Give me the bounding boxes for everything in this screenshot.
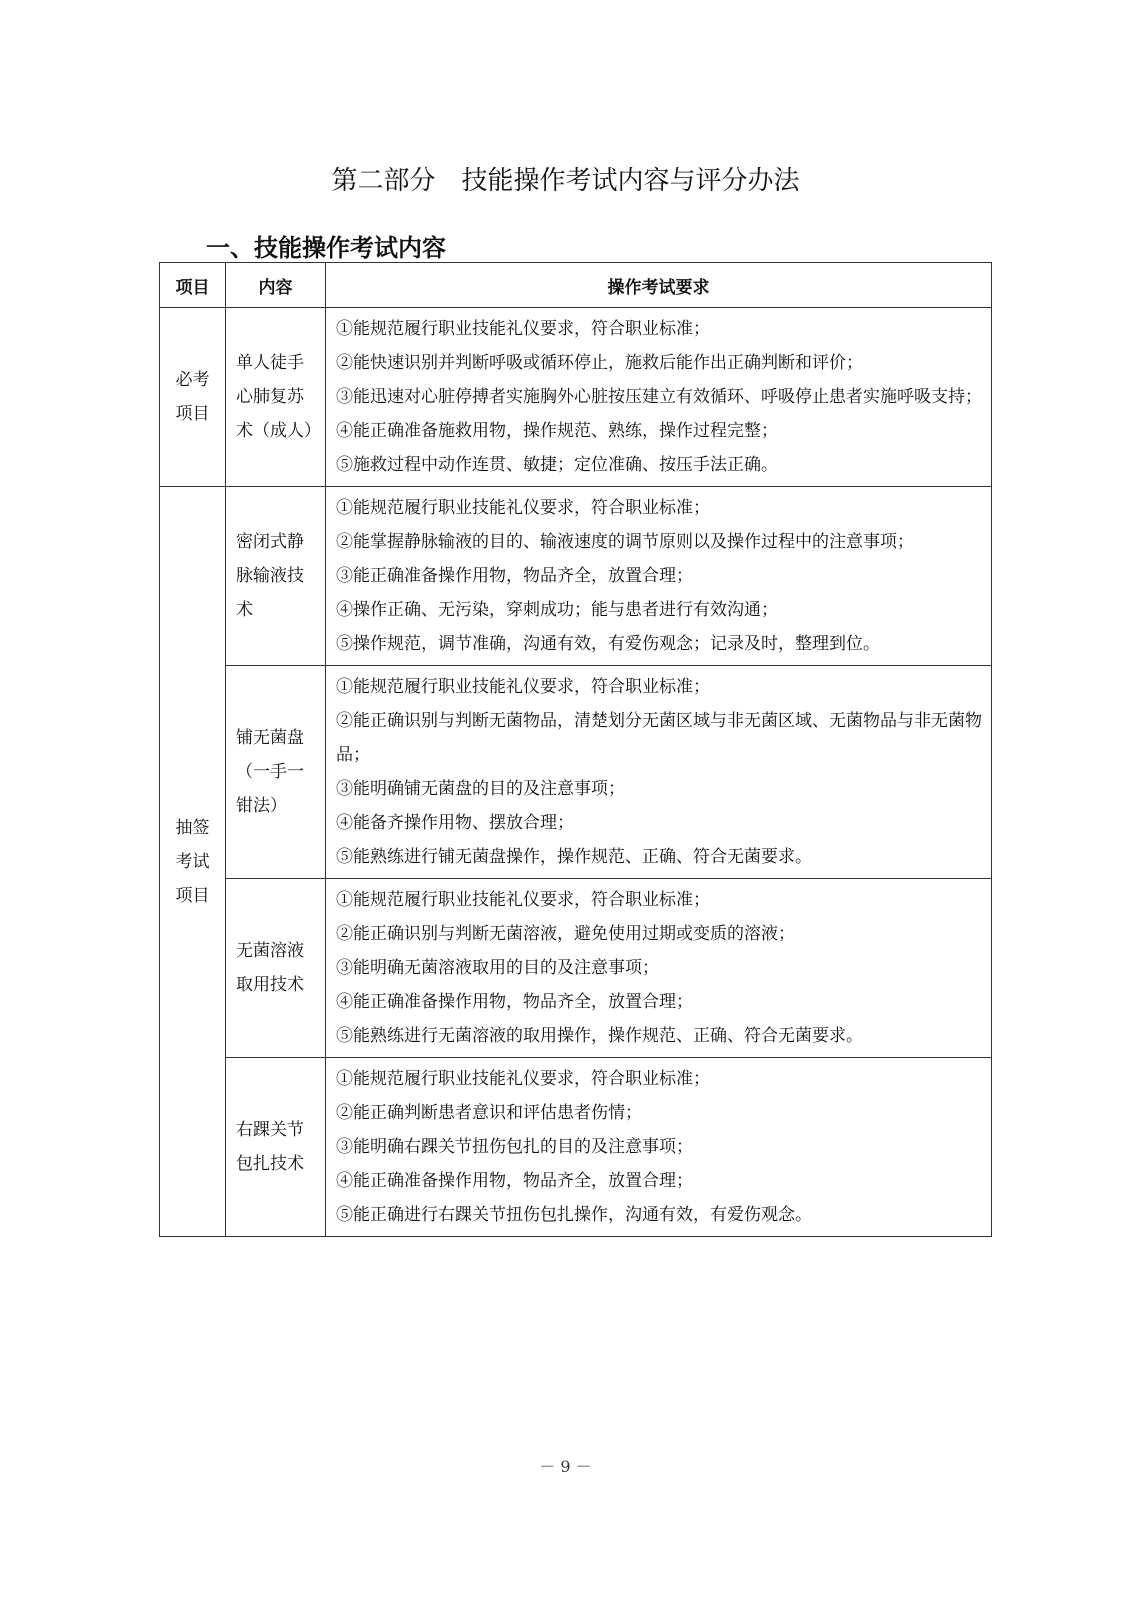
requirement-item: ②能正确判断患者意识和评估患者伤情； [336, 1103, 642, 1123]
requirement-item: ②能正确识别与判断无菌溶液，避免使用过期或变质的溶液； [336, 924, 795, 944]
content-cell: 无菌溶液取用技术 [226, 879, 326, 1058]
requirement-item: ②能快速识别并判断呼吸或循环停止，施救后能作出正确判断和评价； [336, 353, 863, 373]
content-cell: 铺无菌盘（一手一钳法） [226, 666, 326, 879]
content-cell: 右踝关节包扎技术 [226, 1058, 326, 1237]
table-row [160, 879, 992, 1058]
requirement-item: ③能明确右踝关节扭伤包扎的目的及注意事项； [336, 1137, 693, 1157]
project-cell: 抽签考试项目 [160, 487, 226, 1237]
requirement-item: ①能规范履行职业技能礼仪要求，符合职业标准； [336, 1069, 710, 1089]
exam-content-table [159, 262, 992, 1237]
requirement-item: ⑤能熟练进行铺无菌盘操作，操作规范、正确、符合无菌要求。 [336, 847, 812, 867]
content-cell: 单人徒手心肺复苏术（成人） [226, 308, 326, 487]
requirement-item: ①能规范履行职业技能礼仪要求，符合职业标准； [336, 498, 710, 518]
table-row [160, 487, 992, 666]
requirements-cell [326, 487, 992, 666]
section-title: 一、技能操作考试内容 [206, 234, 446, 262]
requirement-item: ⑤能正确进行右踝关节扭伤包扎操作，沟通有效，有爱伤观念。 [336, 1205, 812, 1225]
requirement-item: ③能正确准备操作用物，物品齐全，放置合理； [336, 566, 693, 586]
requirement-item: ①能规范履行职业技能礼仪要求，符合职业标准； [336, 890, 710, 910]
header-project: 项目 [160, 263, 226, 308]
requirement-item: ②能掌握静脉输液的目的、输液速度的调节原则以及操作过程中的注意事项； [336, 532, 914, 552]
requirements-cell [326, 308, 992, 487]
requirement-item: ①能规范履行职业技能礼仪要求，符合职业标准； [336, 319, 710, 339]
requirement-item: ④操作正确、无污染，穿刺成功；能与患者进行有效沟通； [336, 600, 778, 620]
requirements-cell [326, 666, 992, 879]
requirements-cell [326, 1058, 992, 1237]
requirement-item: ⑤能熟练进行无菌溶液的取用操作，操作规范、正确、符合无菌要求。 [336, 1026, 863, 1046]
table-body [160, 308, 992, 1237]
project-cell: 必考项目 [160, 308, 226, 487]
header-content: 内容 [226, 263, 326, 308]
requirement-item: ④能正确准备施救用物，操作规范、熟练，操作过程完整； [336, 421, 778, 441]
document-title: 第二部分 技能操作考试内容与评分办法 [331, 166, 800, 196]
requirement-item: ③能迅速对心脏停搏者实施胸外心脏按压建立有效循环、呼吸停止患者实施呼吸支持； [336, 387, 982, 407]
table-row [160, 666, 992, 879]
requirement-item: ④能正确准备操作用物，物品齐全，放置合理； [336, 1171, 693, 1191]
content-cell: 密闭式静脉输液技术 [226, 487, 326, 666]
page-number: － 9 － [539, 1457, 592, 1476]
table-row [160, 1058, 992, 1237]
requirement-item: ⑤操作规范，调节准确，沟通有效，有爱伤观念；记录及时，整理到位。 [336, 634, 880, 654]
requirement-item: ②能正确识别与判断无菌物品，清楚划分无菌区域与非无菌区域、无菌物品与非无菌物品； [336, 711, 982, 765]
requirement-item: ③能明确无菌溶液取用的目的及注意事项； [336, 958, 659, 978]
table-header-row [160, 263, 992, 308]
requirement-item: ④能正确准备操作用物，物品齐全，放置合理； [336, 992, 693, 1012]
requirement-item: ①能规范履行职业技能礼仪要求，符合职业标准； [336, 677, 710, 697]
table-row [160, 308, 992, 487]
requirement-item: ④能备齐操作用物、摆放合理； [336, 813, 574, 833]
requirement-item: ③能明确铺无菌盘的目的及注意事项； [336, 779, 625, 799]
requirement-item: ⑤施救过程中动作连贯、敏捷；定位准确、按压手法正确。 [336, 455, 778, 475]
requirements-cell [326, 879, 992, 1058]
header-requirements: 操作考试要求 [326, 263, 992, 308]
